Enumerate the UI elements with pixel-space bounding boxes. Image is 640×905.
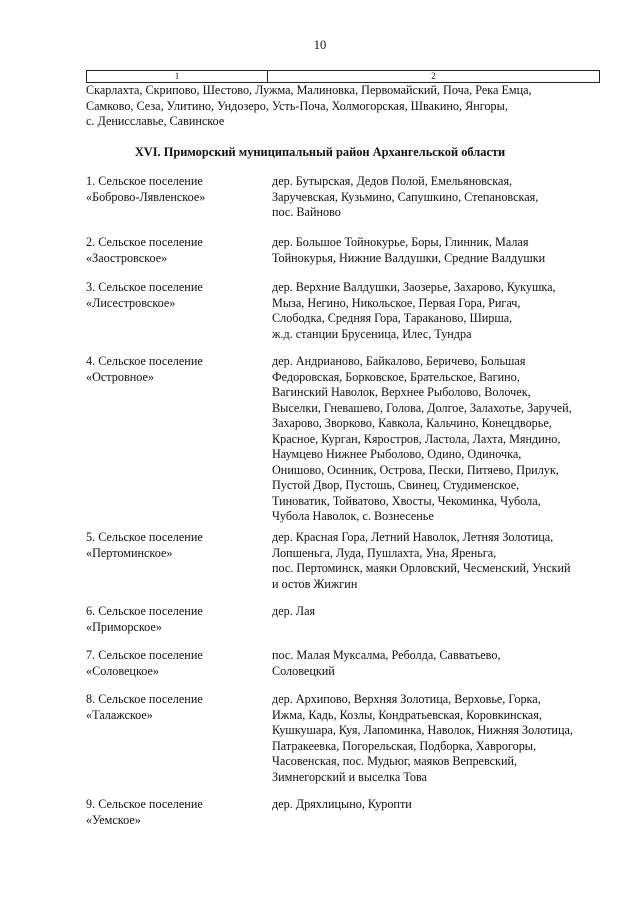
places-line: Часовенская, пос. Мудьюг, маяков Вепревский, (272, 754, 518, 768)
settlement-name (86, 354, 272, 525)
column-number-2: 2 (431, 71, 436, 81)
settlement-places (272, 692, 606, 785)
settlement-name-line: 4. Сельское поселение (86, 354, 203, 368)
settlement-row (86, 174, 606, 221)
page-number: 10 (313, 38, 327, 52)
places-line: Вагинский Наволок, Верхнее Рыболово, Волочек, (272, 385, 531, 399)
settlement-name-line: «Талажское» (86, 707, 153, 722)
places-line: дер. Лая (272, 604, 316, 618)
places-line: дер. Андрианово, Байкалово, Беричево, Большая (272, 354, 526, 368)
settlement-name (86, 692, 272, 785)
continuation-line: с. Денисславье, Савинское (86, 114, 225, 128)
settlement-name-line: «Пертоминское» (86, 545, 173, 560)
settlement-name-line: 8. Сельское поселение (86, 692, 203, 706)
continuation-line: Скарлахта, Скрипово, Шестово, Лужма, Малиновка, Первомайский, Поча, Река Емца, (86, 83, 532, 97)
places-line: Слободка, Средняя Гора, Тараканово, Ширша, (272, 311, 513, 325)
settlement-places (272, 235, 606, 266)
places-line: Выселки, Гневашево, Голова, Долгое, Залахотье, Заручей, (272, 400, 572, 415)
settlement-places (272, 530, 606, 592)
settlement-places (272, 648, 606, 679)
places-line: Федоровская, Борковское, Брательское, Вагино, (272, 369, 520, 384)
section-title: XVI. Приморский муниципальный район Архангельской области (134, 145, 506, 159)
settlement-name-line: «Уемское» (86, 812, 141, 827)
places-line: Лопшеньга, Луда, Пушлахта, Уна, Яреньга, (272, 545, 497, 560)
places-line: Кушкушара, Куя, Лапоминка, Наволок, Нижняя Золотица, (272, 723, 573, 737)
places-line: Чубола Наволок, с. Вознесенье (272, 509, 434, 523)
settlement-name (86, 604, 272, 635)
settlement-name-line: «Соловецкое» (86, 663, 159, 678)
settlement-name (86, 648, 272, 679)
places-line: Мыза, Негино, Никольское, Первая Гора, Ригач, (272, 295, 521, 310)
settlement-name-line: 6. Сельское поселение (86, 604, 203, 618)
places-line: и остов Жижгин (272, 576, 358, 591)
places-line: дер. Бутырская, Дедов Полой, Емельяновская, (272, 174, 513, 188)
settlement-name-line: «Приморское» (86, 619, 162, 634)
settlement-row (86, 235, 606, 266)
places-line: Ижма, Кадь, Козлы, Кондратьевская, Коровкинская, (272, 707, 542, 722)
places-line: Онишово, Осинник, Острова, Пески, Питяево, Прилук, (272, 462, 559, 477)
settlement-name-line: 7. Сельское поселение (86, 648, 203, 662)
settlement-row (86, 354, 606, 525)
settlement-row (86, 648, 606, 679)
settlement-places (272, 280, 606, 342)
settlement-row (86, 692, 606, 785)
places-line: Захарово, Зворково, Кавкола, Кальчино, Конецдворье, (272, 416, 552, 430)
places-line: дер. Верхние Валдушки, Заозерье, Захарово, Кукушка, (272, 280, 556, 294)
places-line: Наумцево Нижнее Рыболово, Одино, Одиночка, (272, 447, 522, 461)
continuation-line: Самково, Сеза, Улитино, Ундозеро, Усть-Поча, Холмогорская, Швакино, Янгоры, (86, 98, 508, 113)
settlement-name (86, 530, 272, 592)
places-line: пос. Малая Муксалма, Реболда, Савватьево, (272, 648, 501, 662)
places-line: Пустой Двор, Пустошь, Свинец, Студименское, (272, 478, 520, 492)
places-line: Патракеевка, Погорельская, Подборка, Хаврогоры, (272, 738, 537, 753)
places-line: Красное, Курган, Кяростров, Ластола, Лахта, Мяндино, (272, 431, 561, 446)
places-line: дер. Дряхлицыно, Куропти (272, 797, 412, 811)
settlement-places (272, 604, 606, 635)
settlement-name-line: 2. Сельское поселение (86, 235, 203, 249)
settlement-name (86, 174, 272, 221)
settlement-name-line: 1. Сельское поселение (86, 174, 203, 188)
settlement-name (86, 797, 272, 828)
settlement-name (86, 235, 272, 266)
settlement-name-line: 9. Сельское поселение (86, 797, 203, 811)
settlement-places (272, 354, 606, 525)
places-line: Тойнокурья, Нижние Валдушки, Средние Валдушки (272, 250, 546, 265)
column-number-1: 1 (87, 71, 268, 82)
places-line: ж.д. станции Брусеница, Илес, Тундра (272, 326, 472, 341)
settlement-places (272, 797, 606, 828)
settlement-places (272, 174, 606, 221)
places-line: дер. Красная Гора, Летний Наволок, Летняя Золотица, (272, 530, 554, 544)
places-line: пос. Пертоминск, маяки Орловский, Чесменский, Унский (272, 561, 571, 575)
settlement-name (86, 280, 272, 342)
places-line: Заручевская, Кузьмино, Сапушкино, Степановская, (272, 189, 539, 204)
places-line: дер. Архипово, Верхняя Золотица, Верховье, Горка, (272, 692, 541, 706)
places-line: пос. Вайново (272, 205, 341, 219)
places-line: дер. Большое Тойнокурье, Боры, Глинник, Малая (272, 235, 529, 249)
settlement-name-line: «Островное» (86, 369, 154, 384)
settlement-row (86, 530, 606, 592)
settlement-row (86, 604, 606, 635)
settlement-name-line: 3. Сельское поселение (86, 280, 203, 294)
settlement-name-line: «Боброво-Лявленское» (86, 189, 206, 204)
places-line: Тиноватик, Тойватово, Хвосты, Чекоминка, Чубола, (272, 493, 541, 508)
settlement-name-line: «Заостровское» (86, 250, 168, 265)
places-line: Зимнегорский и выселка Това (272, 769, 427, 784)
settlement-name-line: 5. Сельское поселение (86, 530, 203, 544)
settlement-name-line: «Лисестровское» (86, 295, 176, 310)
settlement-row (86, 280, 606, 342)
places-line: Соловецкий (272, 663, 335, 678)
settlement-row (86, 797, 606, 828)
continuation-text (86, 83, 606, 130)
table-column-header (86, 70, 600, 83)
